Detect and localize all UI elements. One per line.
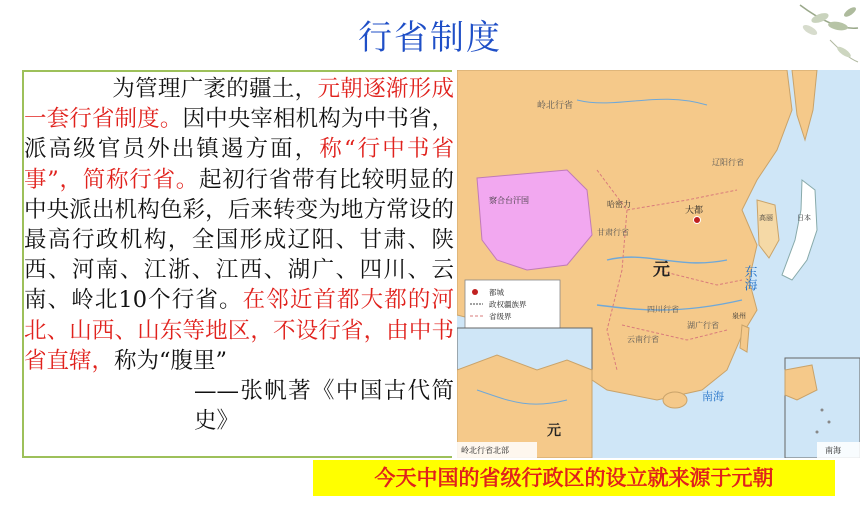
map-korea-label: 高丽 [759, 214, 773, 222]
passage-highlight-3: 在邻近首都大都的河北、山西、山东等地区，不设行省，由中书省直辖， [24, 287, 454, 374]
leaf-decoration-icon [740, 0, 860, 70]
yuan-dynasty-map [457, 70, 860, 458]
map-gansu-label: 甘肃行省 [597, 228, 629, 237]
map-sichuan-label: 四川行省 [647, 305, 679, 314]
legend-border: 政权疆族界 [489, 300, 527, 309]
map-legend [465, 280, 560, 328]
map-lingbei-label: 岭北行省 [537, 101, 574, 111]
passage-highlight-2: 称“行中书省事”，简称行省。 [24, 136, 454, 193]
map-east-sea-label: 东海 [741, 265, 757, 291]
passage-part-1: 为管理广袤的疆土， [112, 76, 318, 102]
map-liaoyang-label: 辽阳行省 [712, 158, 744, 167]
map-japan-label: 日本 [797, 214, 811, 222]
map-huguang-label: 湖广行省 [687, 321, 719, 330]
capital-marker-icon [694, 217, 701, 224]
inset-lingbei-label: 岭北行省北部 [461, 446, 509, 455]
map-yuan-label: 元 [653, 260, 670, 280]
passage-part-3: 起初行省带有比较明显的中央派出机构色彩，后来转变为地方常设的最高行政机构，全国形成辽阳、甘肃、陕西、河南、江浙、江西、湖广、四川、云南、岭北10个行省。 [24, 166, 454, 314]
map-south-sea-label: 南海 [702, 390, 724, 403]
conclusion-banner: 今天中国的省级行政区的设立就来源于元朝 [313, 460, 835, 496]
map-inset-nanhai [785, 358, 860, 458]
inset-nanhai-label: 南海 [825, 446, 841, 455]
legend-capital: 都城 [489, 288, 504, 297]
map-quanzhou-label: 泉州 [732, 312, 746, 320]
inset-yuan-label: 元 [547, 423, 561, 439]
map-chagatai-label: 察合台汗国 [489, 196, 529, 205]
passage-part-2: 因中央宰相机构为中书省，派高级官员外出镇遏方面， [24, 106, 454, 163]
map-yunnan-label: 云南行省 [627, 335, 659, 344]
map-capital-label: 大都 [685, 206, 704, 216]
passage-attribution: ——张帆著《中国古代简史》 [194, 378, 454, 435]
slide-title: 行省制度 [358, 18, 502, 58]
passage-text [24, 74, 454, 436]
passage-highlight-1: 元朝逐渐形成一套行省制度。 [24, 76, 454, 133]
map-inset-lingbei [457, 328, 592, 458]
legend-province: 省级界 [489, 312, 512, 321]
map-helin-label: 哈密力 [607, 200, 631, 209]
passage-part-4: 称为“腹里” [114, 347, 228, 374]
